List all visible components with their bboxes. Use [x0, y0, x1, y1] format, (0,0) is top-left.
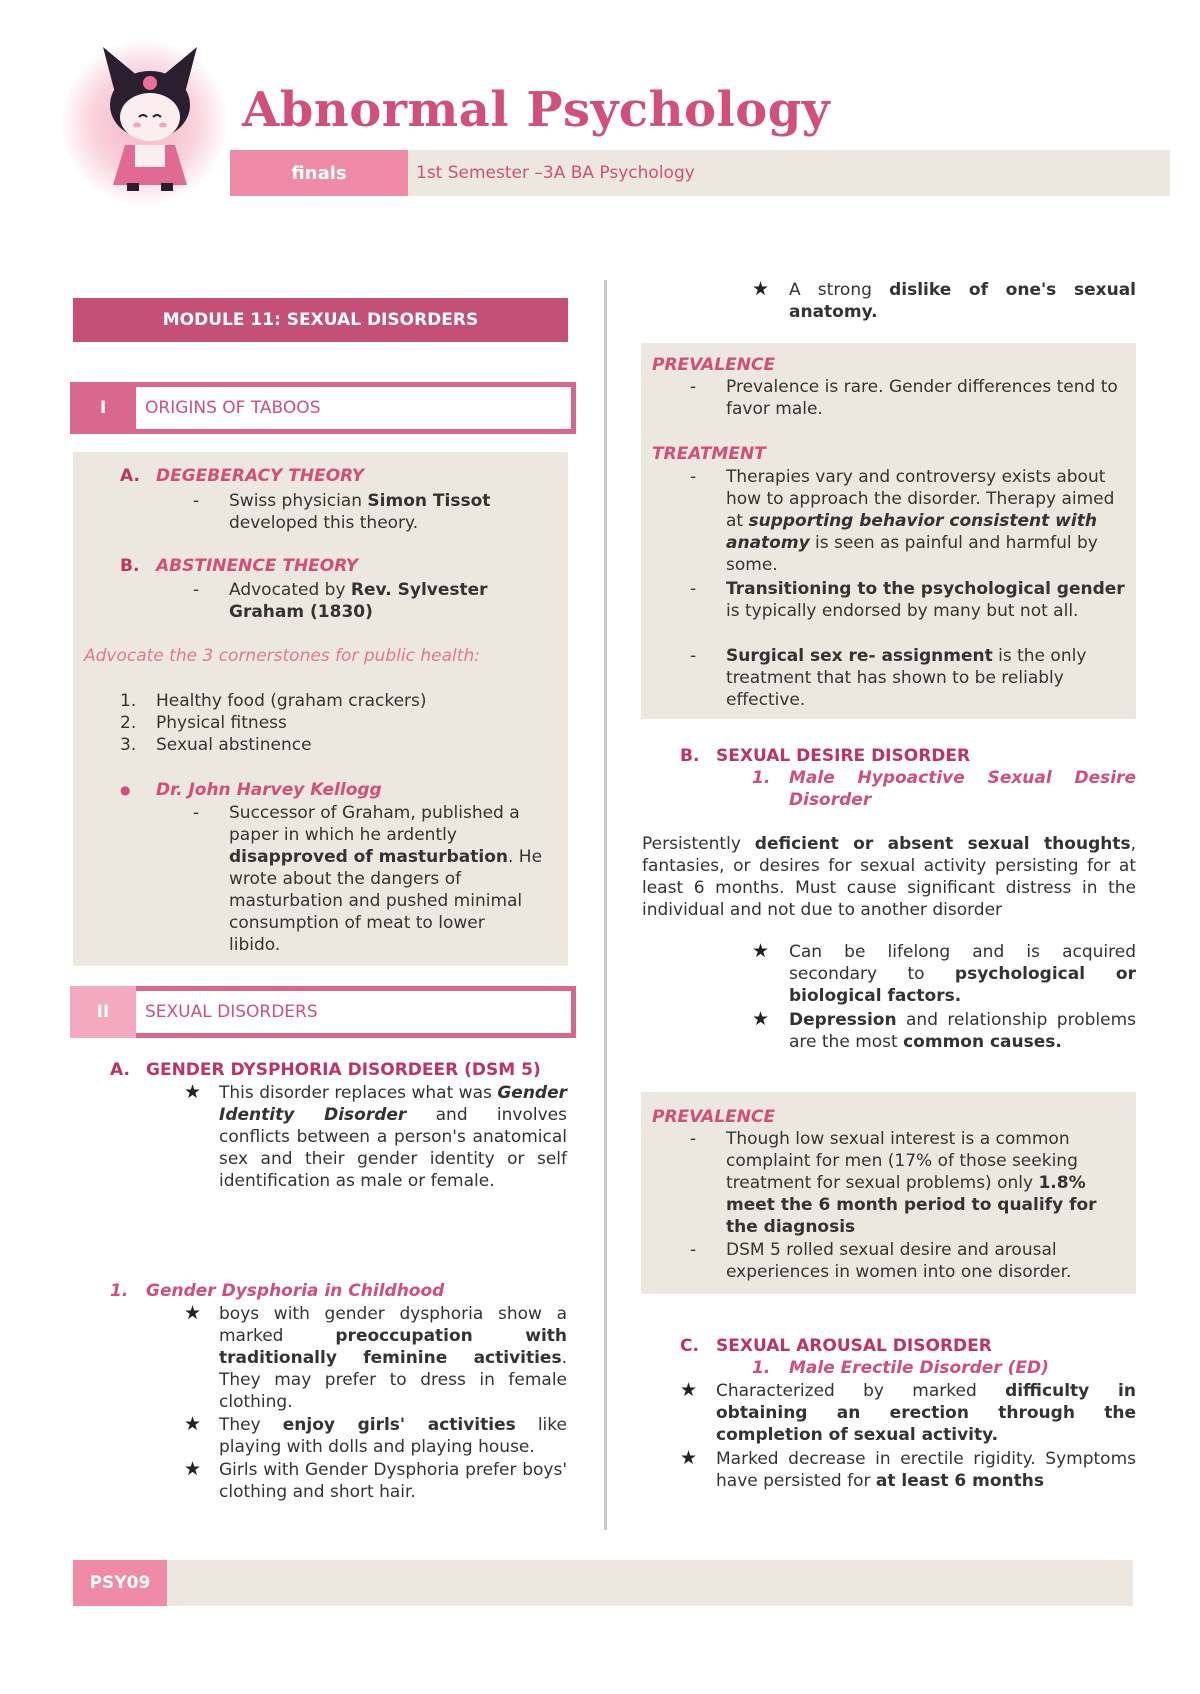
- cornerstone-item: 3.: [120, 735, 137, 755]
- desire-description: Persistently deficient or absent sexual thoughts, fantasies, or desires for sexual activity persisting for at least 6 months. Must cause significant distress in the individual and not due to another disorder: [642, 834, 1136, 920]
- prevalence2-point-2: DSM 5 rolled sexual desire and arousal experiences in women into one disorder.: [726, 1240, 1072, 1282]
- kellogg-text: Successor of Graham, published a paper in which he ardently disapproved of masturbation. He wrote about the dangers of masturbation and pushed minimal consumption of meat to lower libido.: [229, 803, 543, 955]
- section-header-disorders: [70, 986, 568, 1038]
- dislike-text: A strong dislike of one's sexual anatomy.: [789, 280, 1136, 322]
- degeneracy-letter: A.: [120, 466, 140, 486]
- dash-bullet: -: [193, 491, 200, 511]
- cornerstone-item: 1.: [120, 691, 137, 711]
- footer-bar: [73, 1560, 1133, 1606]
- dash-bullet: -: [690, 377, 697, 397]
- treatment-point-1: Therapies vary and controversy exists about how to approach the disorder. Therapy aimed at supporting behavior consistent with anatomy is seen as painful and harmful by some.: [726, 467, 1115, 575]
- star-bullet: ★: [680, 1379, 698, 1401]
- kellogg-bullet: ●: [120, 783, 131, 797]
- dash-bullet: -: [690, 646, 697, 666]
- dash-bullet: -: [193, 580, 200, 600]
- gender-title: GENDER DYSPHORIA DISORDEER (DSM 5): [146, 1060, 541, 1080]
- childhood-point-1: boys with gender dysphoria show a marked preoccupation with traditionally feminine activities. They may prefer to dress in female clothing.: [219, 1304, 567, 1412]
- abstinence-title: ABSTINENCE THEORY: [156, 556, 359, 576]
- dash-bullet: -: [690, 579, 697, 599]
- prevalence2-point-1: Though low sexual interest is a common complaint for men (17% of those seeking treatment for sexual problems) only 1.8% meet the 6 month period to qualify for the diagnosis: [726, 1129, 1097, 1237]
- cornerstone-text: Healthy food (graham crackers): [156, 691, 427, 711]
- arousal-sub-title: Male Erectile Disorder (ED): [789, 1358, 1049, 1378]
- section-header-origins: [70, 382, 568, 434]
- star-bullet: ★: [184, 1413, 202, 1435]
- cornerstone-text: Physical fitness: [156, 713, 287, 733]
- arousal-letter: C.: [680, 1336, 699, 1356]
- star-bullet: ★: [184, 1081, 202, 1103]
- star-bullet: ★: [680, 1447, 698, 1469]
- desire-sub-title: Male Hypoactive Sexual Desire Disorder: [789, 768, 1136, 810]
- document-title: Abnormal Psychology: [242, 82, 831, 138]
- desire-point-1: Can be lifelong and is acquired secondary to psychological or biological factors.: [789, 942, 1136, 1006]
- arousal-point-2: Marked decrease in erectile rigidity. Symptoms have persisted for at least 6 months: [716, 1449, 1136, 1491]
- gender-text: This disorder replaces what was Gender Identity Disorder and involves conflicts between a person's anatomical sex and their gender identity or self identification as male or female.: [219, 1083, 568, 1191]
- degeneracy-title: DEGEBERACY THEORY: [156, 466, 365, 486]
- abstinence-letter: B.: [120, 556, 140, 576]
- prevalence-title: PREVALENCE: [652, 355, 776, 375]
- desire-sub-num: 1.: [752, 768, 771, 788]
- desire-point-2: Depression and relationship problems are the most common causes.: [789, 1010, 1136, 1052]
- childhood-num: 1.: [110, 1281, 129, 1301]
- childhood-point-2: They enjoy girls' activities like playing with dolls and playing house.: [219, 1415, 567, 1457]
- treatment-point-3: Surgical sex re- assignment is the only treatment that has shown to be reliably effective.: [726, 646, 1087, 710]
- kuromi-mascot-image: [95, 45, 205, 195]
- course-code: PSY09: [73, 1560, 167, 1606]
- star-bullet: ★: [752, 940, 770, 962]
- abstinence-text: Advocated by Rev. Sylvester Graham (1830): [229, 580, 488, 622]
- cornerstones-intro: Advocate the 3 cornerstones for public health:: [84, 646, 480, 666]
- desire-letter: B.: [680, 746, 700, 766]
- arousal-point-1: Characterized by marked difficulty in obtaining an erection through the completion of sexual activity.: [716, 1381, 1136, 1445]
- semester-label: 1st Semester –3A BA Psychology: [416, 163, 695, 183]
- dash-bullet: -: [690, 1240, 697, 1260]
- star-bullet: ★: [184, 1302, 202, 1324]
- star-bullet: ★: [752, 278, 770, 300]
- treatment-point-2: Transitioning to the psychological gender is typically endorsed by many but not all.: [726, 579, 1125, 621]
- star-bullet: ★: [752, 1008, 770, 1030]
- prevalence-text: Prevalence is rare. Gender differences tend to favor male.: [726, 377, 1118, 419]
- section-title: ORIGINS OF TABOOS: [136, 382, 576, 434]
- dash-bullet: -: [193, 803, 200, 823]
- dash-bullet: -: [690, 1129, 697, 1149]
- gender-letter: A.: [110, 1060, 130, 1080]
- dash-bullet: -: [690, 467, 697, 487]
- arousal-title: SEXUAL AROUSAL DISORDER: [716, 1336, 992, 1356]
- degeneracy-text: Swiss physician Simon Tissot developed this theory.: [229, 491, 491, 533]
- prevalence-title-2: PREVALENCE: [652, 1107, 776, 1127]
- cornerstone-item: 2.: [120, 713, 137, 733]
- section-number: I: [70, 382, 136, 434]
- desire-title: SEXUAL DESIRE DISORDER: [716, 746, 971, 766]
- star-bullet: ★: [184, 1458, 202, 1480]
- column-divider: [604, 280, 607, 1530]
- kellogg-name: Dr. John Harvey Kellogg: [156, 780, 382, 800]
- module-title: MODULE 11: SEXUAL DISORDERS: [73, 298, 568, 342]
- cornerstone-text: Sexual abstinence: [156, 735, 312, 755]
- treatment-title: TREATMENT: [652, 444, 766, 464]
- childhood-point-3: Girls with Gender Dysphoria prefer boys' clothing and short hair.: [219, 1460, 567, 1502]
- section-number: II: [70, 986, 136, 1038]
- section-title: SEXUAL DISORDERS: [136, 986, 576, 1038]
- arousal-sub-num: 1.: [752, 1358, 771, 1378]
- exam-tag: finals: [230, 150, 408, 196]
- childhood-title: Gender Dysphoria in Childhood: [146, 1281, 445, 1301]
